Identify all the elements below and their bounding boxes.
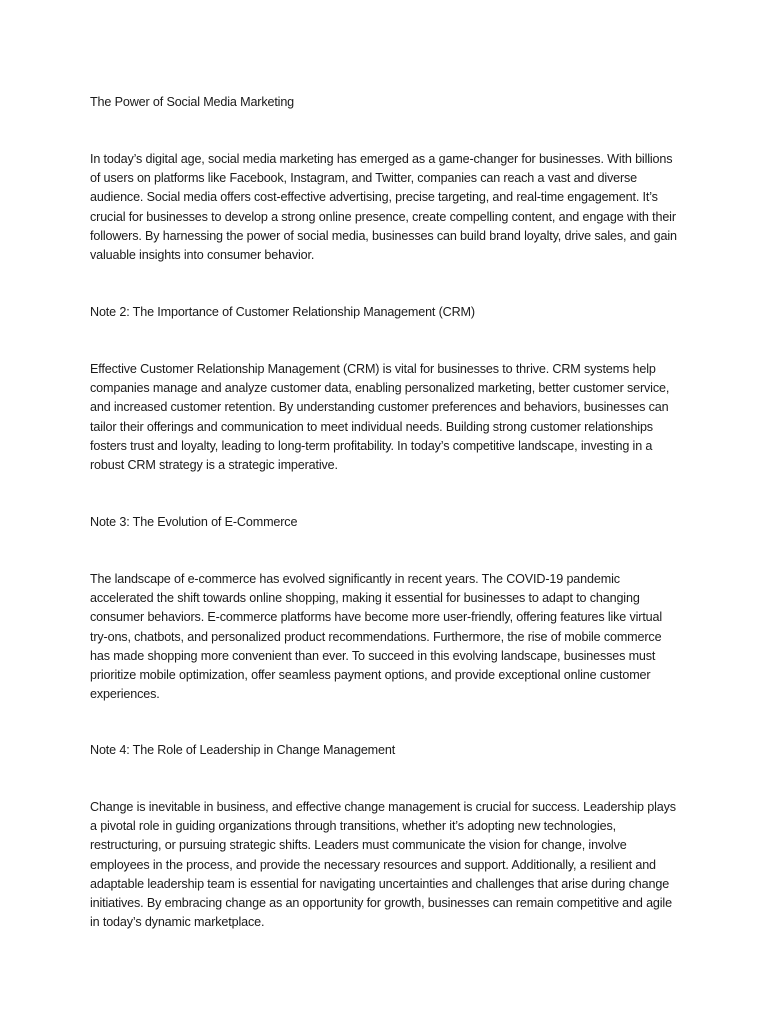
section-title: Note 3: The Evolution of E-Commerce — [90, 515, 298, 529]
section-title: Note 2: The Importance of Customer Relationship Management (CRM) — [90, 305, 475, 319]
section-body: The landscape of e-commerce has evolved significantly in recent years. The COVID-19 pandemic accelerated the shift towards online shopping, making it essential for businesses to adapt to changing consumer behaviors. E-commerce platforms have become more user-friendly, offering features like virtual try-ons, chatbots, and personalized product recommendations. Furthermore, the rise of mobile commerce has made shopping more convenient than ever. To succeed in this evolving landscape, businesses must prioritize mobile optimization, offer seamless payment options, and provide exceptional online customer experiences. — [90, 572, 663, 702]
section-body: In today’s digital age, social media marketing has emerged as a game-changer for businesses. With billions of users on platforms like Facebook, Instagram, and Twitter, companies can reach a vast and diverse audience. Social media offers cost-effective advertising, precise targeting, and real-time engagement. It’s crucial for businesses to develop a strong online presence, create compelling content, and engage with their followers. By harnessing the power of social media, businesses can build brand loyalty, drive sales, and gain valuable insights into consumer behavior. — [90, 152, 677, 263]
section-title: The Power of Social Media Marketing — [90, 95, 295, 109]
section-body: Effective Customer Relationship Management (CRM) is vital for businesses to thrive. CRM systems help companies manage and analyze customer data, enabling personalized marketing, better customer service, and increased customer retention. By understanding customer preferences and behaviors, businesses can tailor their offerings and communication to meet individual needs. Building strong customer relationships fosters trust and loyalty, leading to long-term profitability. In today’s competitive landscape, investing in a robust CRM strategy is a strategic imperative. — [90, 362, 670, 473]
section-title: Note 4: The Role of Leadership in Change Management — [90, 743, 396, 757]
section-body: Change is inevitable in business, and effective change management is crucial for success. Leadership plays a pivotal role in guiding organizations through transitions, whether it’s adopting new technologies, restructuring, or pursuing strategic shifts. Leaders must communicate the vision for change, involve employees in the process, and provide the necessary resources and support. Additionally, a resilient and adaptable leadership team is essential for navigating uncertainties and challenges that arise during change initiatives. By embracing change as an opportunity for growth, businesses can remain competitive and agile in today’s dynamic marketplace. — [90, 800, 676, 930]
